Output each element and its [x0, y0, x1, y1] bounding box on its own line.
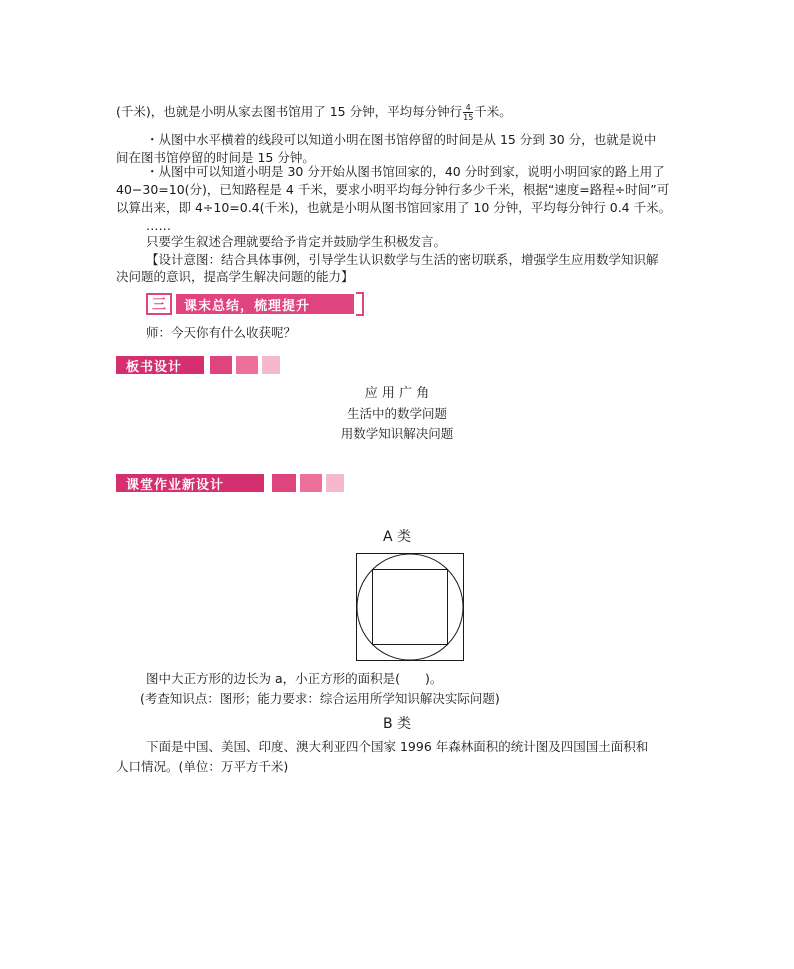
board-line-1: 应 用 广 角 — [364, 386, 430, 401]
class-a-title: A 类 — [382, 529, 412, 545]
board-line-3: 用数学知识解决问题 — [340, 426, 454, 441]
deco-square-mid — [300, 474, 322, 492]
class-b-title: B 类 — [382, 716, 412, 732]
design-intent-line-1: 【设计意图：结合具体事例，引导学生认识数学与生活的密切联系，增强学生应用数学知识解 — [146, 252, 659, 267]
small-square — [373, 570, 448, 645]
section-3-title: 课末总结，梳理提升 — [176, 294, 354, 314]
board-design-header — [116, 356, 280, 374]
square-circle-figure — [356, 553, 464, 661]
deco-square-dark — [210, 356, 232, 374]
deco-square-light — [262, 356, 280, 374]
class-b-line-1: 下面是中国、美国、印度、澳大利亚四个国家 1996 年森林面积的统计图及四国国土面积和 — [146, 739, 649, 754]
fraction — [463, 103, 473, 122]
line1-post: 千米。 — [474, 104, 512, 119]
section-3-bracket — [356, 292, 364, 316]
homework-label: 课堂作业新设计 — [116, 474, 264, 492]
board-line-2: 生活中的数学问题 — [346, 406, 447, 421]
text-line-1 — [116, 103, 512, 122]
ellipsis: …… — [146, 218, 171, 233]
bullet-3-line-3: 以算出来，即 4÷10=0.4(千米)，也就是小明从图书馆回家用了 10 分钟，平均每分钟行 0.4 千米。 — [116, 200, 672, 215]
class-a-note: (考查知识点：图形；能力要求：综合运用所学知识解决实际问题) — [140, 691, 500, 706]
deco-square-dark — [272, 474, 296, 492]
fraction-numerator: 4 — [463, 103, 473, 113]
fraction-denominator: 15 — [463, 113, 474, 122]
board-design-label: 板书设计 — [116, 356, 204, 374]
bullet-2-line-2: 间在图书馆停留的时间是 15 分钟。 — [116, 150, 315, 165]
deco-square-mid — [236, 356, 258, 374]
section-3-header — [146, 293, 364, 315]
bullet-2-line-1: ・从图中水平横着的线段可以知道小明在图书馆停留的时间是从 15 分到 30 分，也就是说中 — [146, 132, 657, 147]
section-3-number: 三 — [146, 293, 172, 315]
class-b-line-2: 人口情况。(单位：万平方千米) — [116, 759, 289, 774]
line1-pre: (千米)，也就是小明从家去图书馆用了 15 分钟，平均每分钟行 — [116, 104, 463, 119]
deco-square-light — [326, 474, 344, 492]
bullet-3-line-1: ・从图中可以知道小明是 30 分开始从图书馆回家的，40 分时到家，说明小明回家的路上用了 — [146, 164, 665, 179]
homework-header — [116, 474, 344, 492]
teacher-question: 师：今天你有什么收获呢？ — [146, 325, 297, 340]
class-a-question: 图中大正方形的边长为 a，小正方形的面积是( )。 — [146, 671, 443, 686]
design-intent-line-2: 决问题的意识，提高学生解决问题的能力】 — [116, 269, 354, 284]
encourage-text: 只要学生叙述合理就要给予肯定并鼓励学生积极发言。 — [146, 234, 447, 249]
bullet-3-line-2: 40−30=10(分)，已知路程是 4 千米，要求小明平均每分钟行多少千米，根据“速度=路程÷时间”可 — [116, 182, 670, 197]
